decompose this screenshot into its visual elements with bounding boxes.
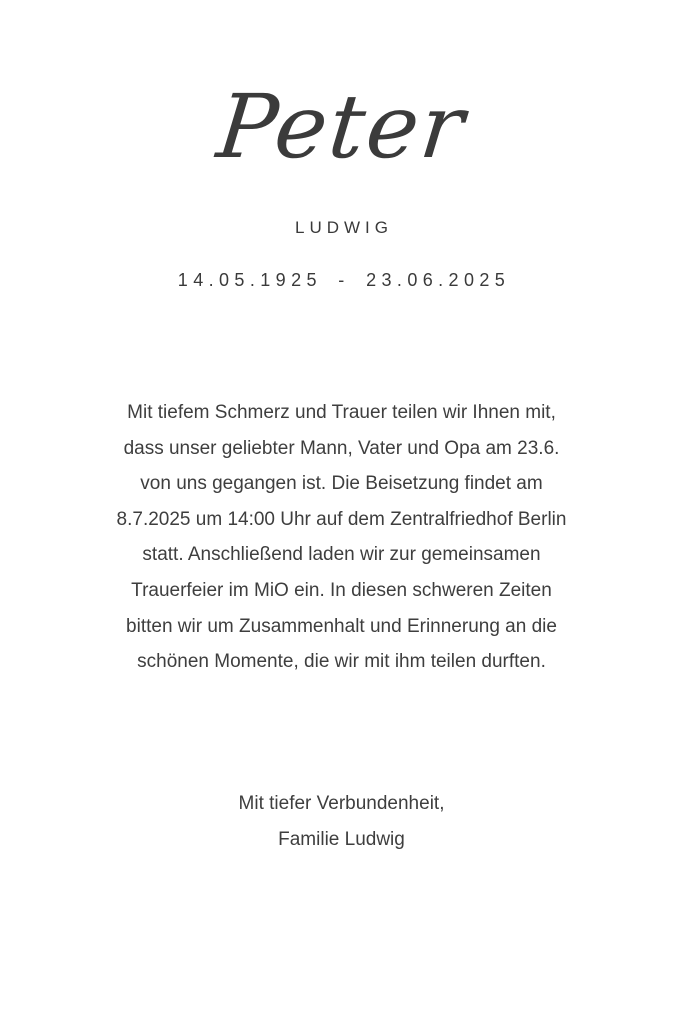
birth-date: 14.05.1925 — [177, 270, 322, 290]
announcement-text: Mit tiefem Schmerz und Trauer teilen wir Ihnen mit, dass unser geliebter Mann, Vater und Opa am 23.6. von uns gegangen ist. Die Beisetzung findet am 8.7.2025 um 14:00 Uhr auf dem Zentralfriedhof Berlin statt. Anschließend laden wir zur gemeinsamen Trauerfeier im MiO ein. In diesen schweren Zeiten bitten wir um Zusammenhalt und Erinnerung an die schönen Momente, die wir mit ihm teilen durften. — [116, 402, 567, 673]
family-signature: Familie Ludwig — [278, 829, 405, 850]
life-dates — [0, 270, 683, 291]
death-date: 23.06.2025 — [366, 270, 511, 290]
last-name: LUDWIG — [295, 218, 393, 237]
closing-block — [0, 786, 683, 858]
date-separator: - — [338, 270, 350, 290]
first-name-script: Peter — [212, 75, 471, 178]
closing-line: Mit tiefer Verbundenheit, — [238, 793, 445, 814]
